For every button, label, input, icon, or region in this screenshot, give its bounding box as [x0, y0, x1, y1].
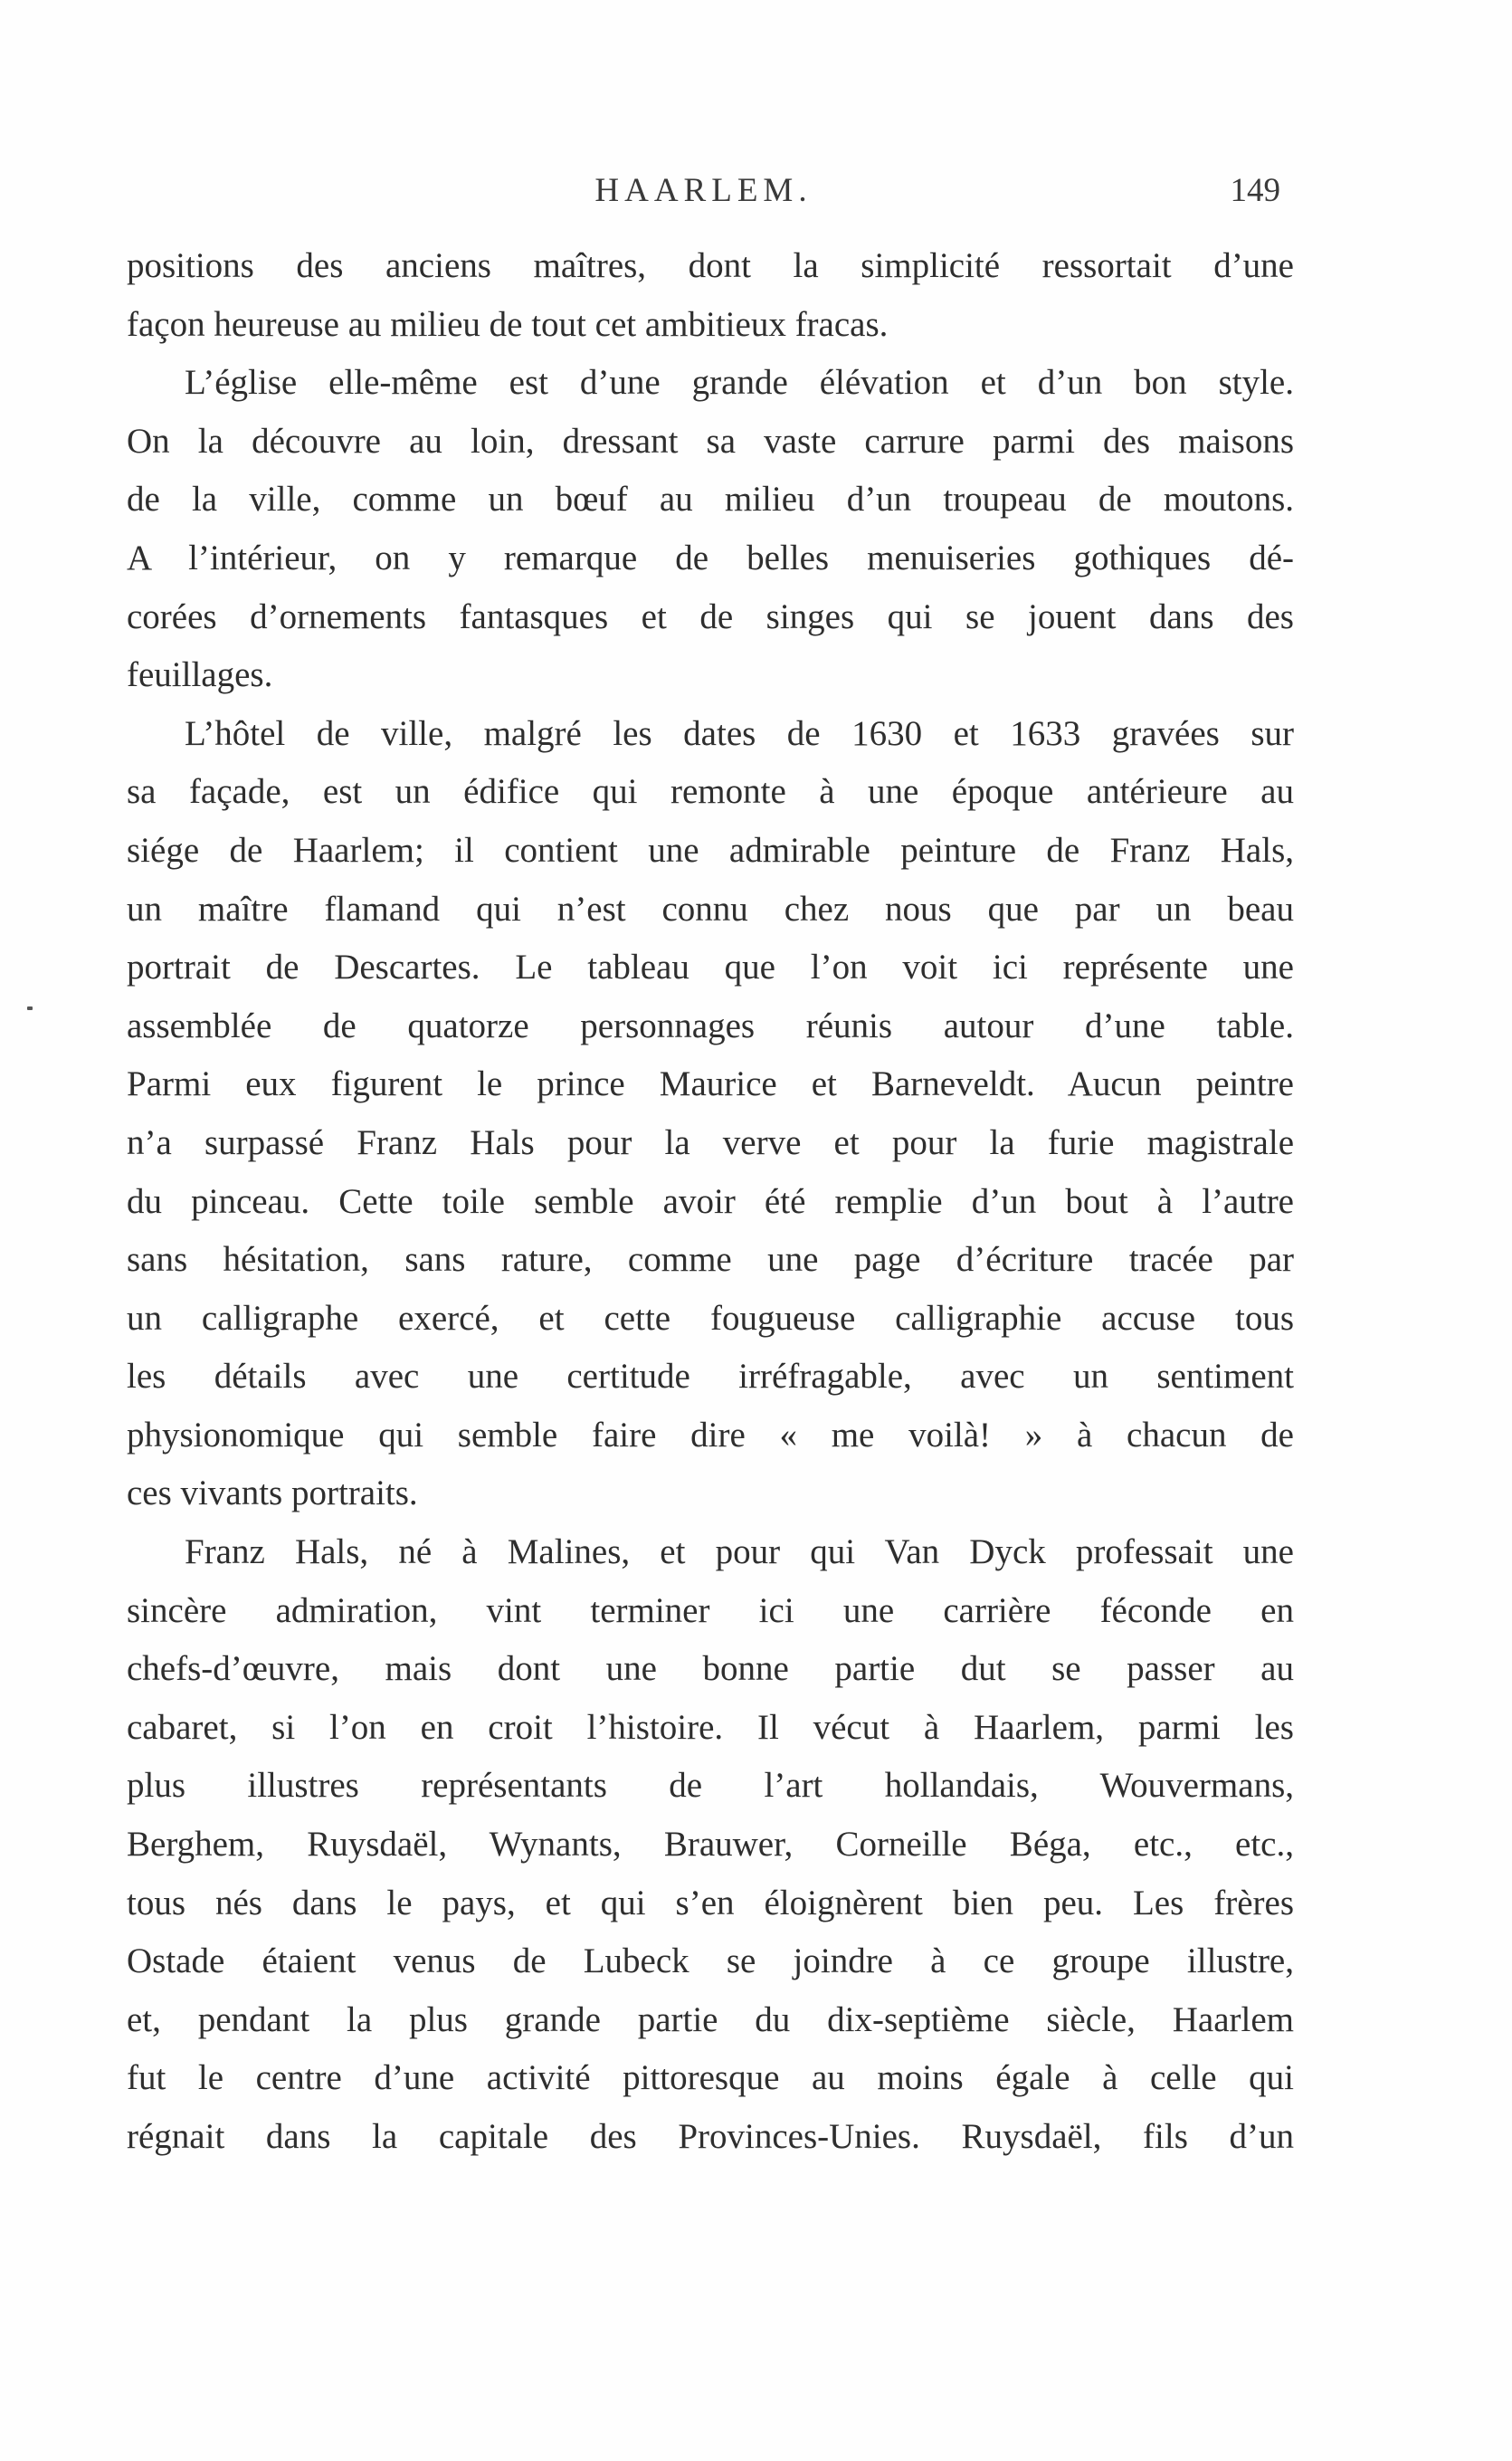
text-line: chefs-d’œuvre, mais dont une bonne partie dut se passer au [127, 1649, 1294, 1689]
text-line: On la découvre au loin, dressant sa vaste carrure parmi des maisons [127, 421, 1294, 461]
text-line: Ostade étaient venus de Lubeck se joindre à ce groupe illustre, [127, 1941, 1294, 1981]
paragraph-start-line: L’hôtel de ville, malgré les dates de 1630 et 1633 gravées sur [185, 713, 1294, 753]
text-line: portrait de Descartes. Le tableau que l’on voit ici représente une [127, 948, 1294, 987]
page-number: 149 [1230, 172, 1280, 209]
paragraph-start-line: Franz Hals, né à Malines, et pour qui Van Dyck professait une [185, 1532, 1294, 1572]
text-line: façon heureuse au milieu de tout cet ambitieux fracas. [127, 304, 889, 344]
text-line: fut le centre d’une activité pittoresque au moins égale à celle qui [127, 2058, 1294, 2098]
text-line: et, pendant la plus grande partie du dix-septième siècle, Haarlem [127, 1999, 1294, 2039]
text-line: du pinceau. Cette toile semble avoir été remplie d’un bout à l’autre [127, 1181, 1294, 1221]
text-line: sa façade, est un édifice qui remonte à une époque antérieure au [127, 772, 1294, 812]
text-line: Parmi eux figurent le prince Maurice et Barneveldt. Aucun peintre [127, 1064, 1294, 1104]
running-title: HAARLEM. [594, 172, 813, 209]
text-line: tous nés dans le pays, et qui s’en éloignèrent bien peu. Les frères [127, 1883, 1294, 1922]
text-line: sincère admiration, vint terminer ici une carrière féconde en [127, 1590, 1294, 1630]
text-line: un maître flamand qui n’est connu chez nous que par un beau [127, 889, 1294, 929]
text-line: les détails avec une certitude irréfragable, avec un sentiment [127, 1357, 1294, 1397]
text-line: cabaret, si l’on en croit l’histoire. Il vécut à Haarlem, parmi les [127, 1707, 1294, 1747]
text-line: Berghem, Ruysdaël, Wynants, Brauwer, Corneille Béga, etc., etc., [127, 1825, 1294, 1865]
paragraph-start-line: L’église elle-même est d’une grande élévation et d’un bon style. [185, 363, 1294, 403]
text-line: sans hésitation, sans rature, comme une page d’écriture tracée par [127, 1240, 1294, 1280]
text-line: plus illustres représentants de l’art hollandais, Wouvermans, [127, 1766, 1294, 1806]
text-line: physionomique qui semble faire dire « me voilà! » à chacun de [127, 1415, 1294, 1455]
text-line: assemblée de quatorze personnages réunis autour d’une table. [127, 1006, 1294, 1045]
text-line: régnait dans la capitale des Provinces-Unies. Ruysdaël, fils d’un [127, 2117, 1294, 2156]
running-head [127, 168, 1280, 214]
text-line: siége de Haarlem; il contient une admirable peinture de Franz Hals, [127, 830, 1294, 870]
margin-mark [27, 1006, 33, 1010]
text-line: un calligraphe exercé, et cette fougueuse calligraphie accuse tous [127, 1298, 1294, 1338]
text-line: feuillages. [127, 655, 273, 695]
body-text [127, 237, 1294, 2167]
text-line: ces vivants portraits. [127, 1474, 418, 1513]
text-line: de la ville, comme un bœuf au milieu d’un troupeau de moutons. [127, 480, 1294, 520]
text-line: A l’intérieur, on y remarque de belles menuiseries gothiques dé- [127, 538, 1294, 577]
text-line: n’a surpassé Franz Hals pour la verve et pour la furie magistrale [127, 1122, 1294, 1162]
text-line: positions des anciens maîtres, dont la simplicité ressortait d’une [127, 246, 1294, 285]
text-line: corées d’ornements fantasques et de singes qui se jouent dans des [127, 596, 1294, 636]
